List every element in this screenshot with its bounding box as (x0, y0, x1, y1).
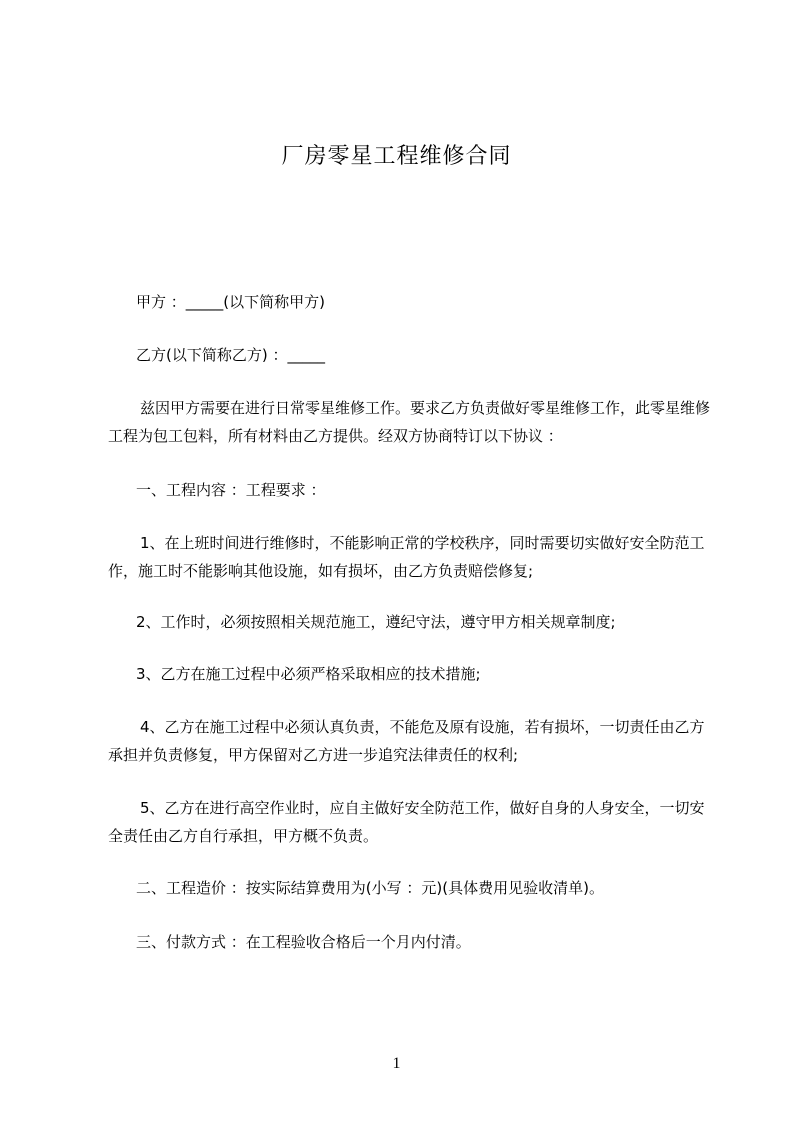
party-b-line: 乙方(以下简称乙方) ：_____ (136, 346, 325, 364)
preamble-paragraph: 兹因甲方需要在进行日常零星维修工作。要求乙方负责做好零星维修工作，此零星维修工程为包工包料，所有材料由乙方提供。经双方协商特订以下协议 ： (108, 399, 711, 445)
clause-1: 1、在上班时间进行维修时，不能影响正常的学校秩序，同时需要切实做好安全防范工作，施工时不能影响其他设施，如有损坏，由乙方负责赔偿修复; (108, 534, 705, 580)
clause-5: 5、乙方在进行高空作业时，应自主做好安全防范工作，做好自身的人身安全，一切安全责任由乙方自行承担，甲方概不负责。 (108, 799, 705, 845)
party-a-line: 甲方 ：_____(以下简称甲方) (136, 293, 325, 311)
section-2-price: 二、工程造价 ：按实际结算费用为(小写 ：元)(具体费用见验收清单)。 (136, 879, 604, 897)
clause-2: 2、工作时，必须按照相关规范施工，遵纪守法，遵守甲方相关规章制度; (136, 613, 616, 631)
document-title: 厂房零星工程维修合同 (281, 144, 512, 169)
section-3-payment: 三、付款方式 ：在工程验收合格后一个月内付清。 (136, 933, 471, 951)
page-number: 1 (392, 1055, 401, 1072)
section-1-heading: 一、工程内容 ：工程要求 ： (136, 481, 326, 499)
clause-4: 4、乙方在施工过程中必须认真负责，不能危及原有设施，若有损坏，一切责任由乙方承担并负责修复，甲方保留对乙方进一步追究法律责任的权利; (108, 718, 705, 764)
clause-3: 3、乙方在施工过程中必须严格采取相应的技术措施; (136, 665, 481, 683)
